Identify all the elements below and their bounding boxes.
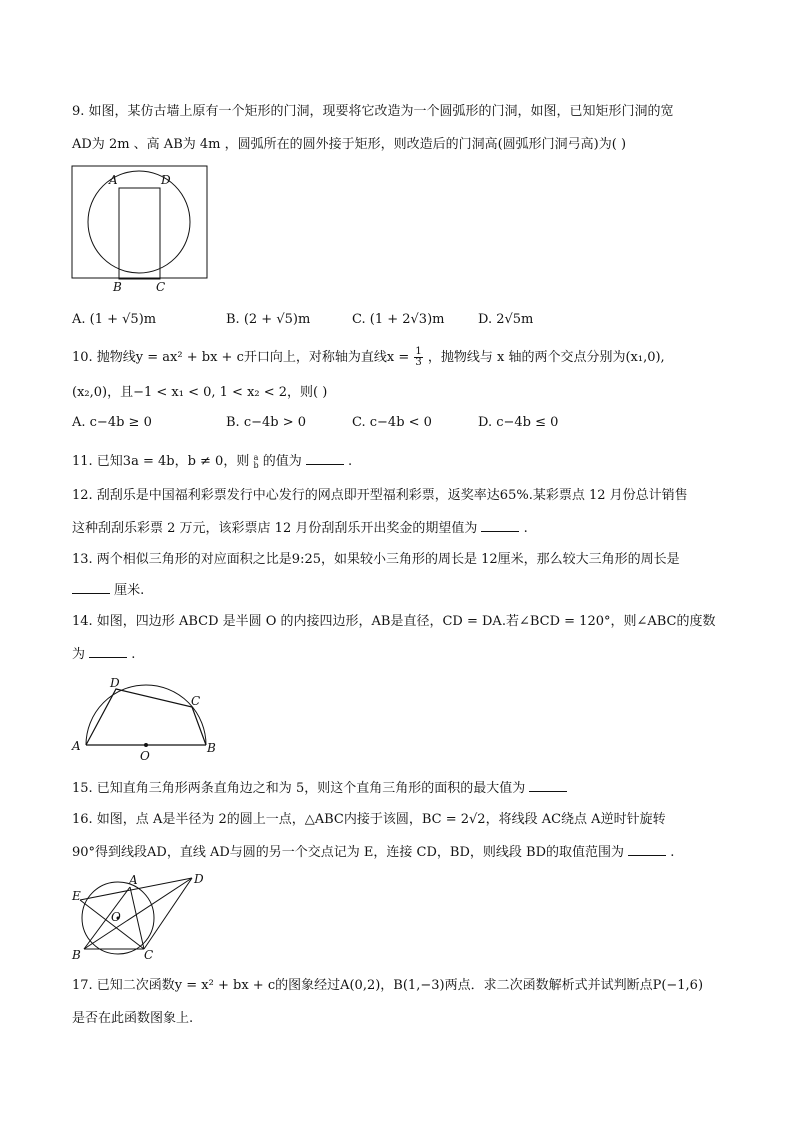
q10-frac-num: 1 xyxy=(415,346,422,357)
q9-label-A: A xyxy=(109,173,118,187)
q9-text-line2: AD为 2m 、高 AB为 4m ，圆弧所在的圆外接于矩形，则改造后的门洞高(圆弧形门洞弓高)为( ) xyxy=(72,137,627,152)
q15-answer-blank xyxy=(529,779,567,792)
q16-label-O: O xyxy=(111,910,121,924)
q9-option-b: B. (2 + √5)m xyxy=(226,312,311,327)
q9-figure xyxy=(70,164,210,296)
q9-option-d: D. 2√5m xyxy=(478,312,534,327)
q9-text-line1: 9. 如图，某仿古墙上原有一个矩形的门洞，现要将它改造为一个圆弧形的门洞，如图，已知矩形门洞的宽 xyxy=(72,104,674,119)
q14-label-O: O xyxy=(140,749,150,763)
q14-figure xyxy=(70,675,220,763)
q13-text-line2 xyxy=(72,581,144,600)
q16-answer-blank xyxy=(628,843,666,856)
q9-label-B: B xyxy=(113,280,122,294)
q10-fraction xyxy=(414,347,422,368)
q14-text-a: 为 xyxy=(72,647,86,662)
q11-text-b: 的值为 xyxy=(262,454,302,469)
q11-frac-num: a xyxy=(253,452,259,462)
q16-label-A: A xyxy=(129,873,138,887)
q16-label-D: D xyxy=(194,872,204,886)
q10-text-a: 10. 抛物线y = ax² + bx + c开口向上，对称轴为直线x = xyxy=(72,350,410,365)
q14-text-b: . xyxy=(131,647,136,662)
q9-label-D: D xyxy=(161,173,171,187)
q14-label-C: C xyxy=(191,694,201,708)
q9-option-a: A. (1 + √5)m xyxy=(72,312,157,327)
q14-answer-blank xyxy=(89,645,127,658)
q10-text-b: ，抛物线与 x 轴的两个交点分别为(x₁,0), xyxy=(427,350,665,365)
q12-text-line1: 12. 刮刮乐是中国福利彩票发行中心发行的网点即开型福利彩票，返奖率达65%.某彩票点 12 月份总计销售 xyxy=(72,488,688,503)
q16-label-E: E xyxy=(72,889,81,903)
q13-text-b: 厘米. xyxy=(114,583,145,598)
q11-text xyxy=(72,452,352,471)
q10-frac-den: 3 xyxy=(415,357,422,368)
q10-option-c: C. c−4b < 0 xyxy=(352,415,432,430)
q16-text-b: . xyxy=(670,845,675,860)
q11-answer-blank xyxy=(306,452,344,465)
q16-figure xyxy=(70,870,210,962)
q10-text-line2: (x₂,0)，且−1 < x₁ < 0, 1 < x₂ < 2，则( ) xyxy=(72,385,328,400)
q10-option-d: D. c−4b ≤ 0 xyxy=(478,415,559,430)
q16-text-a: 90°得到线段AD，直线 AD与圆的另一个交点记为 E，连接 CD，BD，则线段 BD的取值范围为 xyxy=(72,845,625,860)
q16-label-C: C xyxy=(144,948,154,962)
q17-text-line1: 17. 已知二次函数y = x² + bx + c的图象经过A(0,2)，B(1,−3)两点．求二次函数解析式并试判断点P(−1,6) xyxy=(72,978,704,993)
q11-frac-den: b xyxy=(253,460,259,470)
q14-label-A: A xyxy=(72,739,81,753)
q17-text-line2: 是否在此函数图象上. xyxy=(72,1011,194,1026)
q16-text-line1: 16. 如图，点 A是半径为 2的圆上一点，△ABC内接于该圆，BC = 2√2，将线段 AC绕点 A逆时针旋转 xyxy=(72,812,666,827)
q12-text-b: . xyxy=(523,521,528,536)
q12-answer-blank xyxy=(481,519,519,532)
q9-option-c: C. (1 + 2√3)m xyxy=(352,312,445,327)
q14-text-line1: 14. 如图，四边形 ABCD 是半圆 O 的内接四边形，AB是直径，CD = DA.若∠BCD = 120°，则∠ABC的度数 xyxy=(72,614,716,629)
q11-fraction xyxy=(253,454,258,470)
q16-label-B: B xyxy=(72,948,81,962)
q13-answer-blank xyxy=(72,581,110,594)
q16-text-line2 xyxy=(72,843,674,862)
q14-label-D: D xyxy=(110,676,120,690)
q11-text-c: . xyxy=(348,454,353,469)
q9-label-C: C xyxy=(156,280,166,294)
q10-option-a: A. c−4b ≥ 0 xyxy=(72,415,152,430)
q12-text-line2 xyxy=(72,519,528,538)
q14-text-line2 xyxy=(72,645,135,664)
q13-text-line1: 13. 两个相似三角形的对应面积之比是9:25，如果较小三角形的周长是 12厘米，那么较大三角形的周长是 xyxy=(72,552,680,567)
q10-text-line1 xyxy=(72,347,665,368)
q10-option-b: B. c−4b > 0 xyxy=(226,415,307,430)
q14-label-B: B xyxy=(207,741,216,755)
q15-text-a: 15. 已知直角三角形两条直角边之和为 5，则这个直角三角形的面积的最大值为 xyxy=(72,781,526,796)
q15-text xyxy=(72,779,567,798)
q11-text-a: 11. 已知3a = 4b，b ≠ 0，则 xyxy=(72,454,250,469)
q12-text-a: 这种刮刮乐彩票 2 万元，该彩票店 12 月份刮刮乐开出奖金的期望值为 xyxy=(72,521,478,536)
